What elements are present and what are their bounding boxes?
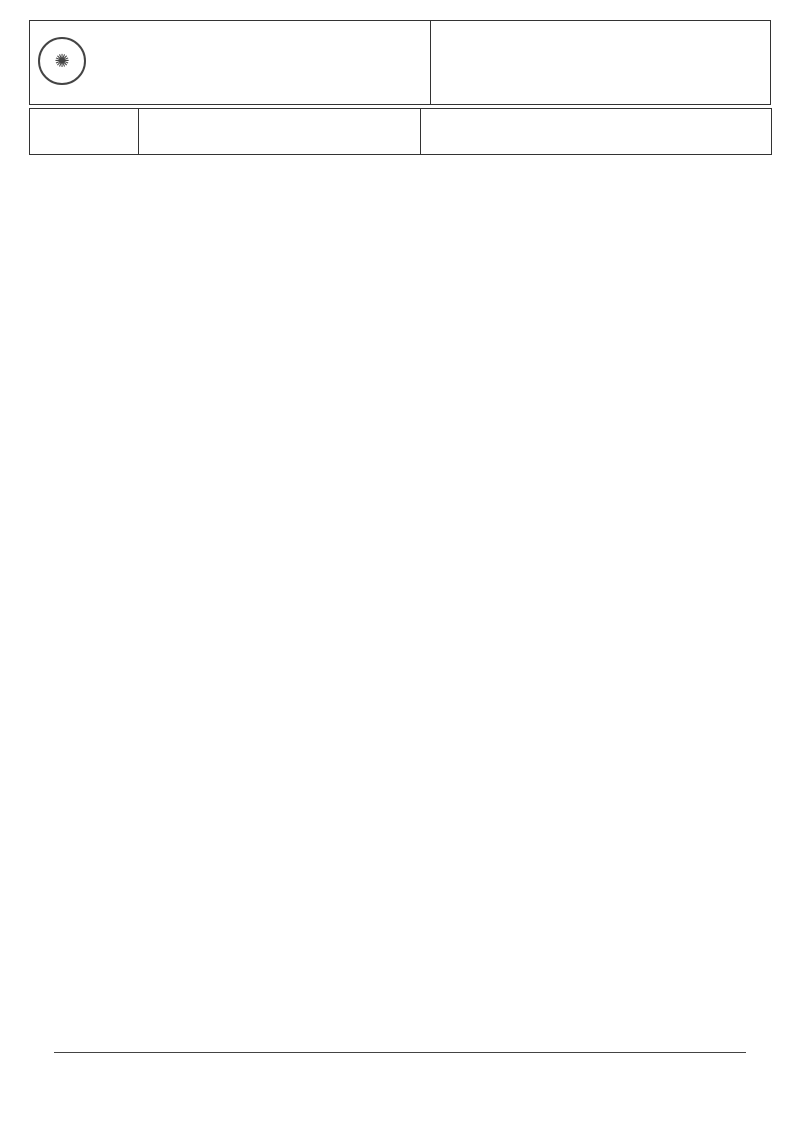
government-seal-icon: ✺ bbox=[38, 37, 86, 85]
footer-divider bbox=[54, 1052, 746, 1053]
rain-header bbox=[139, 109, 421, 155]
header-box bbox=[29, 20, 771, 105]
temp-header bbox=[421, 109, 772, 155]
region-header bbox=[30, 109, 139, 155]
header-right bbox=[431, 21, 771, 105]
header-left bbox=[30, 21, 431, 105]
table-header-row bbox=[30, 109, 772, 155]
weather-table bbox=[29, 108, 772, 155]
